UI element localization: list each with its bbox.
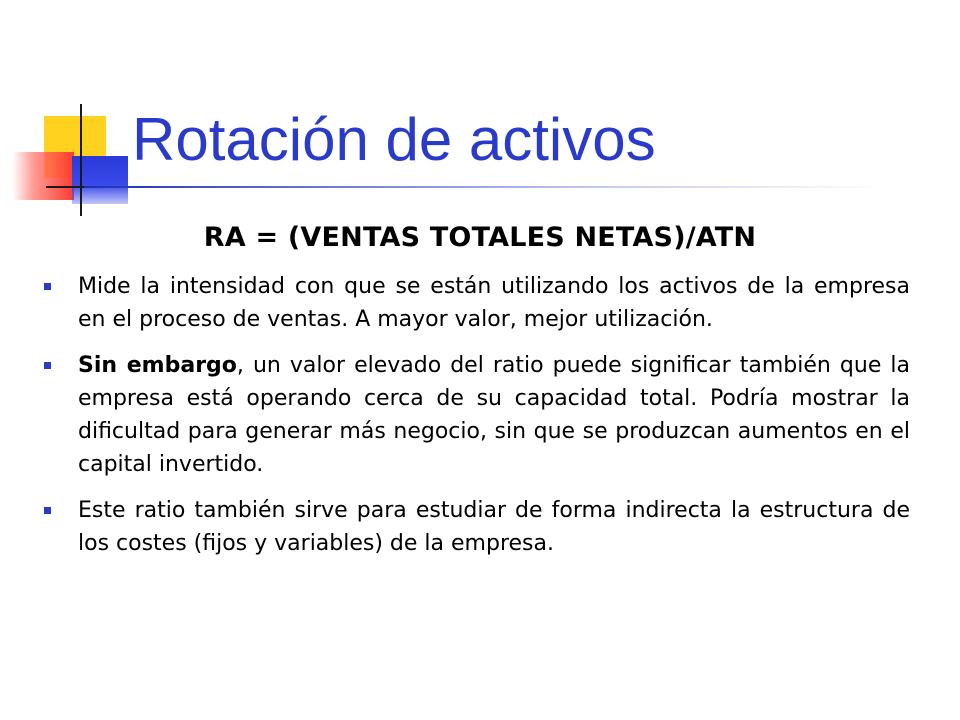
bullet-text: Mide la intensidad con que se están utilizando los activos de la empresa en el proceso de ventas. A mayor valor, mejor utilización. [78, 274, 910, 332]
decorative-red-square [12, 152, 74, 200]
square-bullet-icon [44, 362, 51, 369]
bullet-text: Este ratio también sirve para estudiar de forma indirecta la estructura de los costes (fijos y variables) de la empresa. [78, 498, 910, 556]
bullet-list [44, 270, 910, 573]
title-underline [84, 186, 884, 188]
bullet-item [44, 270, 910, 336]
formula-heading: RA = (VENTAS TOTALES NETAS)/ATN [203, 222, 757, 253]
bullet-item [44, 349, 910, 481]
square-bullet-icon [44, 507, 51, 514]
bullet-text: , un valor elevado del ratio puede significar también que la empresa está operando cerca de su capacidad total. Podría mostrar la dificultad para generar más negocio, sin que se produzcan aumentos en el capital invertido. [78, 353, 910, 477]
bullet-bold-lead: Sin embargo [78, 353, 237, 378]
slide-title: Rotación de activos [132, 106, 656, 173]
square-bullet-icon [44, 283, 51, 290]
bullet-item [44, 494, 910, 560]
decorative-vertical-line [80, 104, 82, 216]
